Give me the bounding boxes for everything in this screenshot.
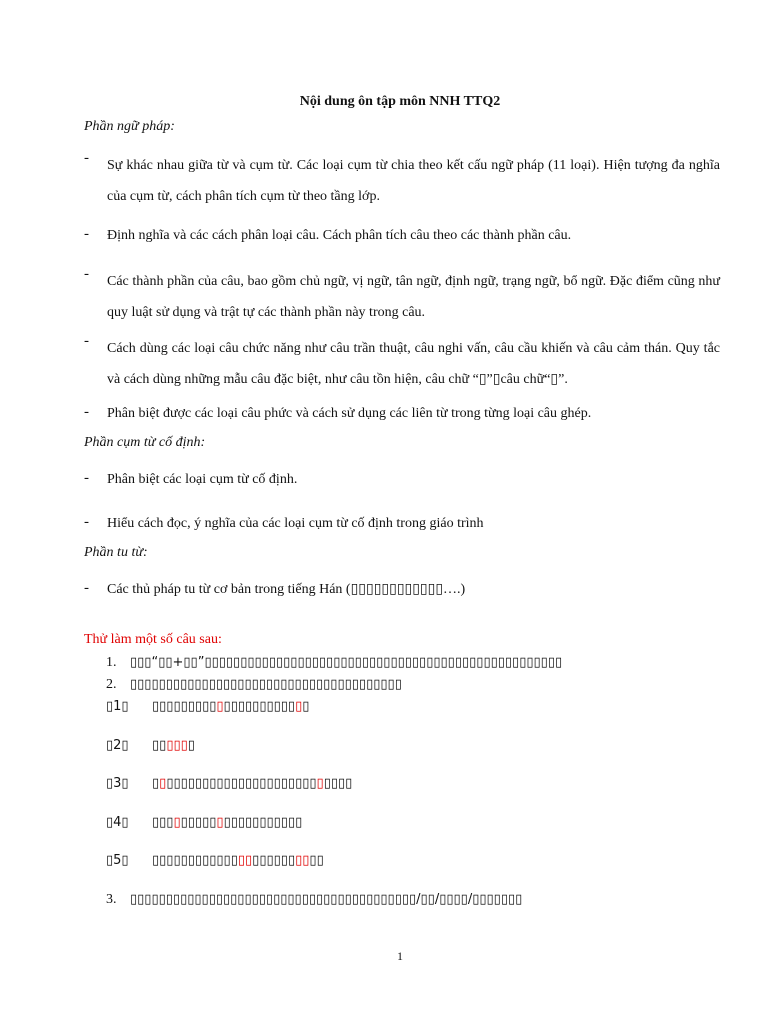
exercise-heading: Thử làm một số câu sau:: [84, 632, 222, 647]
exercise-text: ▯▯▯▯▯▯▯▯▯▯▯▯▯▯▯▯▯▯▯▯▯▯▯▯▯▯▯▯▯▯▯▯▯▯▯▯▯▯▯▯/▯▯/▯▯▯▯/▯▯▯▯▯▯▯: [130, 892, 523, 907]
dash-bullet: -: [84, 580, 89, 596]
highlighted-char: ▯: [295, 699, 303, 714]
dash-bullet: -: [84, 470, 89, 486]
grammar-item-text: Cách dùng các loại câu chức năng như câu trần thuật, câu nghi vấn, câu cầu khiến và câu cảm thán. Quy tắc và cách dùng những mẫu câu đặc biệt, như câu tồn hiện, câu chữ “▯”▯câu chữ“▯”.: [107, 341, 720, 387]
grammar-item-text: Các thành phần của câu, bao gồm chủ ngữ, vị ngữ, tân ngữ, định ngữ, trạng ngữ, bổ ngữ. Đặc điểm cũng như quy luật sử dụng và trật tự các thành phần này trong câu.: [107, 274, 720, 320]
grammar-item-4: [84, 333, 720, 395]
sub-item-5: [106, 853, 324, 868]
sub-text: ▯: [152, 776, 160, 791]
sub-text: ▯▯▯▯▯▯: [252, 853, 296, 868]
sub-item-label: ▯4▯: [106, 815, 129, 830]
highlighted-char: ▯: [173, 815, 181, 830]
highlighted-char: ▯▯: [295, 853, 310, 868]
idiom-item-text: Phân biệt các loại cụm từ cố định.: [107, 472, 298, 487]
exercise-text: ▯▯▯“▯▯+▯▯”▯▯▯▯▯▯▯▯▯▯▯▯▯▯▯▯▯▯▯▯▯▯▯▯▯▯▯▯▯▯▯▯▯▯▯▯▯▯▯▯▯▯▯▯▯▯▯▯▯▯: [130, 655, 563, 670]
sub-text: ▯▯▯: [152, 815, 174, 830]
sub-item-label: ▯3▯: [106, 776, 129, 791]
dash-bullet: -: [84, 226, 89, 242]
exercise-number: 3.: [106, 892, 117, 907]
highlighted-char: ▯: [216, 815, 224, 830]
sub-text: ▯▯▯▯▯▯▯▯▯: [152, 699, 217, 714]
highlighted-char: ▯: [316, 776, 324, 791]
highlighted-char: ▯▯: [237, 853, 253, 868]
sub-text: ▯▯▯▯▯▯▯▯▯▯▯: [223, 815, 303, 830]
exercise-1: [106, 655, 726, 671]
grammar-item-5: [84, 404, 720, 424]
sub-text: ▯: [187, 738, 195, 753]
sub-text: ▯▯▯▯▯▯▯▯▯▯▯▯▯▯▯▯▯▯▯▯▯: [166, 776, 317, 791]
exercise-number: 1.: [106, 655, 117, 670]
section-heading-rhetoric: Phần tu từ:: [84, 545, 148, 560]
sub-item-2: [106, 738, 195, 753]
page-number: 1: [397, 949, 403, 963]
section-heading-grammar: Phần ngữ pháp:: [84, 119, 175, 134]
document-title: Nội dung ôn tập môn NNH TTQ2: [299, 94, 501, 109]
grammar-item-text: Phân biệt được các loại câu phức và cách sử dụng các liên từ trong từng loại câu ghép.: [107, 406, 592, 421]
sub-text: ▯: [302, 699, 310, 714]
sub-text: ▯▯: [309, 853, 324, 868]
rhetoric-item-1: [84, 580, 720, 600]
highlighted-char: ▯: [159, 776, 167, 791]
highlighted-char: ▯▯▯: [166, 738, 188, 753]
dash-bullet: -: [84, 514, 89, 530]
sub-item-label: ▯1▯: [106, 699, 129, 714]
sub-item-1: [106, 699, 309, 714]
sub-item-4: [106, 815, 302, 830]
dash-bullet: -: [84, 266, 89, 282]
grammar-item-3: [84, 266, 720, 328]
grammar-item-1: [84, 150, 720, 212]
idiom-item-text: Hiểu cách đọc, ý nghĩa của các loại cụm từ cố định trong giáo trình: [107, 516, 484, 531]
grammar-item-text: Sự khác nhau giữa từ và cụm từ. Các loại cụm từ chia theo kết cấu ngữ pháp (11 loại). Hiện tượng đa nghĩa của cụm từ, cách phân tích cụm từ theo tầng lớp.: [107, 158, 720, 204]
grammar-item-2: [84, 226, 720, 246]
dash-bullet: -: [84, 333, 89, 349]
sub-text: ▯▯▯▯▯▯▯▯▯▯▯▯: [152, 853, 238, 868]
sub-item-label: ▯5▯: [106, 853, 129, 868]
sub-text: ▯▯▯▯: [323, 776, 353, 791]
dash-bullet: -: [84, 150, 89, 166]
dash-bullet: -: [84, 404, 89, 420]
sub-text: ▯▯▯▯▯▯▯▯▯▯: [223, 699, 296, 714]
highlighted-char: ▯: [216, 699, 224, 714]
exercise-2: [106, 677, 726, 693]
exercise-3: [106, 892, 726, 908]
sub-text: ▯▯▯▯▯: [180, 815, 217, 830]
idiom-item-2: [84, 514, 720, 534]
section-heading-idioms: Phần cụm từ cố định:: [84, 435, 206, 450]
sub-text: ▯▯: [152, 738, 167, 753]
exercise-text: ▯▯▯▯▯▯▯▯▯▯▯▯▯▯▯▯▯▯▯▯▯▯▯▯▯▯▯▯▯▯▯▯▯▯▯▯▯▯: [130, 677, 402, 692]
rhetoric-item-text: Các thủ pháp tu từ cơ bản trong tiếng Hán (▯▯▯▯▯▯▯▯▯▯▯▯….): [107, 582, 466, 597]
idiom-item-1: [84, 470, 720, 490]
exercise-number: 2.: [106, 677, 117, 692]
sub-item-3: [106, 776, 352, 791]
sub-item-label: ▯2▯: [106, 738, 129, 753]
grammar-item-text: Định nghĩa và các cách phân loại câu. Cách phân tích câu theo các thành phần câu.: [107, 228, 572, 243]
